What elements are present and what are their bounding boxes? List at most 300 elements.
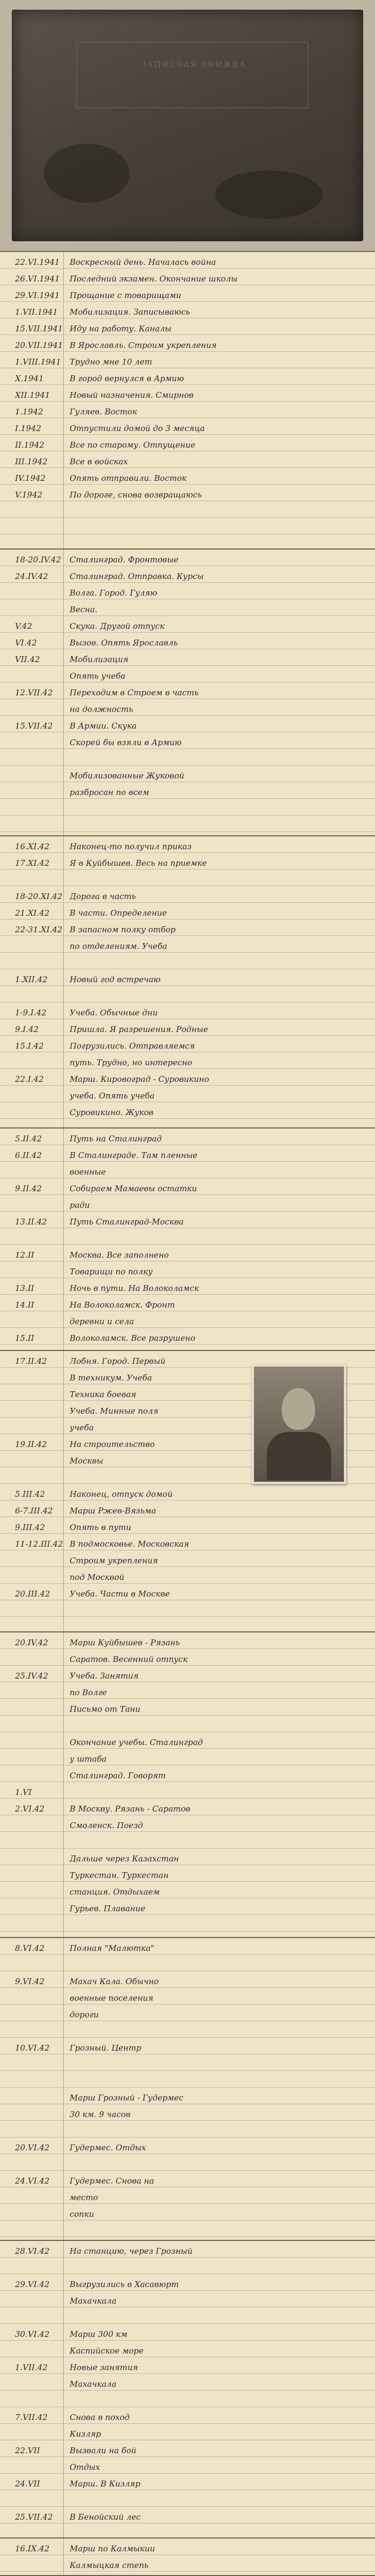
entry-date: 24.VI.42: [15, 2176, 50, 2186]
diary-entry: [0, 1198, 375, 1215]
entry-text: Учеба. Части в Москве: [70, 1589, 170, 1599]
entry-date: 17.XI.42: [15, 858, 50, 868]
entry-text: Саратов. Весенний отпуск: [70, 1654, 188, 1664]
diary-entry: [0, 2311, 375, 2327]
diary-entry: [0, 1587, 375, 1603]
entry-text: Собираем Мамаевы остатки: [70, 1184, 197, 1193]
diary-entry: [0, 1265, 375, 1281]
diary-entry: [0, 989, 375, 1006]
entry-text: Гуляев. Восток: [70, 407, 137, 417]
diary-entry: [0, 2091, 375, 2107]
entry-date: 14.II: [15, 1300, 34, 1310]
diary-entry: [0, 956, 375, 973]
diary-entry: [0, 1315, 375, 1331]
entry-text: у штаба: [70, 1754, 107, 1764]
entry-date: 18-20.IV.42: [15, 555, 62, 565]
entry-text: Сталинград. Фронтовые: [70, 555, 178, 565]
entry-text: В Бенойский лес: [70, 2512, 141, 2522]
diary-entry: [0, 1852, 375, 1868]
entry-text: Волга. Город. Гуляю: [70, 588, 158, 598]
diary-entry: [0, 2041, 375, 2058]
entry-text: ради: [70, 1200, 90, 1210]
diary-entry: [0, 2410, 375, 2427]
diary-entry: [0, 1818, 375, 1835]
diary-entry: [0, 2277, 375, 2294]
diary-entry: [0, 388, 375, 405]
diary-entry: [0, 619, 375, 636]
entry-date: 1.VII.42: [15, 2363, 48, 2372]
entry-text: военные: [70, 1167, 106, 1177]
entry-date: 9.VI.42: [15, 1977, 44, 1986]
entry-text: Пришла. Я разрешения. Родные: [70, 1025, 208, 1034]
diary-entry: [0, 455, 375, 471]
diary-entry: [0, 2510, 375, 2527]
entry-text: Путь Сталинград-Москва: [70, 1217, 184, 1227]
entry-text: Махачкала: [70, 2296, 117, 2306]
diary-entry: [0, 1165, 375, 1182]
entry-text: станция. Отдыхаем: [70, 1887, 160, 1897]
entry-text: Марш по Калмыкии: [70, 2544, 155, 2553]
entry-date: 13.II.42: [15, 1217, 47, 1227]
entry-date: 20.VII.1941: [15, 340, 63, 350]
entry-text: Строим укрепления: [70, 1556, 158, 1565]
diary-entry: [0, 355, 375, 372]
diary-entry: [0, 669, 375, 686]
entry-text: Москвы: [70, 1456, 103, 1466]
entry-text: Махач Кала. Обычно: [70, 1977, 159, 1986]
diary-entry: [0, 1885, 375, 1902]
diary-entry: [0, 1537, 375, 1554]
entry-date: 25.IV.42: [15, 1671, 48, 1681]
diary-entry: [0, 1686, 375, 1702]
diary-entry: [0, 1056, 375, 1072]
entry-text: учеба. Опять учеба: [70, 1091, 155, 1101]
diary-entry: [0, 840, 375, 856]
entry-text: Учеба. Занятия: [70, 1671, 139, 1681]
entry-text: Суровикино. Жуков: [70, 1108, 154, 1117]
diary-entry: [0, 906, 375, 923]
diary-entry: [0, 1298, 375, 1315]
diary-entry: [0, 636, 375, 652]
entry-date: 30.VI.42: [15, 2329, 50, 2339]
entry-text: Волоколамск. Все разрушено: [70, 1333, 196, 1343]
diary-entry: [0, 1702, 375, 1719]
entry-date: 9.I.42: [15, 1025, 39, 1034]
diary-entry: [0, 2074, 375, 2091]
diary-entry: [0, 1231, 375, 1248]
diary-entry: [0, 702, 375, 719]
entry-text: 30 км. 9 часов: [70, 2110, 131, 2119]
diary-entry: [0, 2141, 375, 2157]
entry-text: Новые занятия: [70, 2363, 138, 2372]
diary-page: [0, 2241, 375, 2538]
entry-text: Учеба. Минные поля: [70, 1406, 159, 1416]
entry-date: 1.VI: [15, 1787, 32, 1797]
diary-entry: [0, 1487, 375, 1504]
diary-entry: [0, 471, 375, 488]
diary-entry: [0, 1554, 375, 1570]
entry-date: 22.VII: [15, 2446, 40, 2455]
entry-text: Новый год встречаю: [70, 975, 161, 984]
entry-text: Вызвали на бой: [70, 2446, 137, 2455]
entry-date: 15.I.42: [15, 1041, 44, 1051]
diary-entry: [0, 1769, 375, 1785]
entry-text: Погрузились. Отправляемся: [70, 1041, 195, 1051]
entry-date: 13.II: [15, 1283, 34, 1293]
entry-date: 12.VII.42: [15, 688, 53, 697]
entry-date: 1-9.I.42: [15, 1008, 47, 1018]
entry-text: Иду на работу. Каналы: [70, 324, 171, 333]
diary-entry: [0, 1006, 375, 1022]
entry-text: Кизляр: [70, 2429, 101, 2439]
diary-entry: [0, 1835, 375, 1852]
diary-entry: [0, 438, 375, 455]
entry-text: На Волоколамск. Фронт: [70, 1300, 175, 1310]
diary-entry: [0, 1974, 375, 1991]
photo-face: [282, 1388, 315, 1430]
entry-date: 9.II.42: [15, 1184, 42, 1193]
entry-text: Отдых: [70, 2462, 100, 2472]
entry-text: Дальше через Казахстан: [70, 1854, 179, 1864]
diary-entry: [0, 1785, 375, 1802]
diary-entry: [0, 2058, 375, 2074]
entry-date: I.1942: [15, 424, 41, 433]
diary-entry: [0, 1958, 375, 1974]
entry-text: Весна.: [70, 605, 98, 614]
entry-text: деревни и села: [70, 1317, 134, 1326]
entry-date: 12.II: [15, 1250, 34, 1260]
diary-entry: [0, 2427, 375, 2444]
diary-entry: [0, 1039, 375, 1056]
entry-date: IV.1942: [15, 473, 46, 483]
diary-entry: [0, 569, 375, 586]
entry-text: В город вернулся в Армию: [70, 374, 184, 383]
entry-text: Сталинград. Отправка. Курсы: [70, 571, 204, 581]
diary-entry: [0, 1248, 375, 1265]
entry-text: Выгрузились в Хасавюрт: [70, 2280, 179, 2289]
entry-text: Полная "Малютка": [70, 1943, 155, 1953]
diary-entry: [0, 856, 375, 873]
entry-date: 15.VII.1941: [15, 324, 63, 333]
entry-text: Переходим в Строем в часть: [70, 688, 199, 697]
diary-entry: [0, 2191, 375, 2207]
entry-text: Отпустили домой до 3 месяца: [70, 424, 205, 433]
entry-text: Смоленск. Поезд: [70, 1821, 143, 1830]
entry-date: 16.IX.42: [15, 2544, 50, 2553]
entry-text: Гудермес. Отдых: [70, 2143, 146, 2152]
diary-entry: [0, 1022, 375, 1039]
diary-entry: [0, 2294, 375, 2311]
diary-entry: [0, 2157, 375, 2174]
diary-entry: [0, 1735, 375, 1752]
diary-entry: [0, 1941, 375, 1958]
entry-date: 10.VI.42: [15, 2043, 50, 2053]
diary-page: [0, 2538, 375, 2576]
diary-entry: [0, 553, 375, 569]
entry-text: Опять учеба: [70, 671, 126, 681]
diary-entry: [0, 1504, 375, 1520]
diary-entry: [0, 2444, 375, 2460]
entry-date: 28.VI.42: [15, 2246, 50, 2256]
diary-entry: [0, 1520, 375, 1537]
entry-text: военные поселения: [70, 1993, 154, 2003]
diary-entry: [0, 686, 375, 702]
diary-entry: [0, 603, 375, 619]
entry-text: Марш Ржев-Вязьма: [70, 1506, 156, 1516]
entry-text: В подмосковье. Московская: [70, 1539, 189, 1549]
entry-text: На строительство: [70, 1439, 155, 1449]
entry-text: место: [70, 2193, 98, 2202]
diary-entry: [0, 2008, 375, 2024]
entry-text: Письмо от Тани: [70, 1704, 141, 1714]
diary-entry: [0, 288, 375, 305]
diary-entry: [0, 2360, 375, 2377]
diary-entry: [0, 1331, 375, 1348]
entry-text: Марш Грозный - Гудермес: [70, 2093, 184, 2103]
entry-date: 22.I.42: [15, 1074, 44, 1084]
cover-stain: [44, 144, 130, 203]
entry-date: 15.VII.42: [15, 721, 53, 731]
entry-text: Грозный. Центр: [70, 2043, 141, 2053]
entry-date: 11-12.III.42: [15, 1539, 63, 1549]
entry-text: Снова в поход: [70, 2412, 130, 2422]
entry-text: Москва. Все заполнено: [70, 1250, 169, 1260]
entry-date: 5.II.42: [15, 1134, 42, 1144]
entry-text: В части. Определение: [70, 908, 167, 918]
soldier-photo: [252, 1364, 346, 1484]
entry-date: 29.VI.42: [15, 2280, 50, 2289]
entry-date: 15.II: [15, 1333, 34, 1343]
entry-date: 19.II.42: [15, 1439, 47, 1449]
entry-text: на должность: [70, 704, 133, 714]
entry-text: учеба: [70, 1423, 94, 1432]
diary-entry: [0, 889, 375, 906]
entry-text: В Сталинграде. Там пленные: [70, 1150, 198, 1160]
entry-date: 1.VIII.1941: [15, 357, 61, 367]
entry-date: 22.VI.1941: [15, 257, 60, 267]
entry-text: Марш. Кировоград - Суровикино: [70, 1074, 209, 1084]
entry-text: В Армии. Скука: [70, 721, 137, 731]
diary-entry: [0, 421, 375, 438]
entry-text: В техникум. Учеба: [70, 1373, 152, 1383]
entry-text: Трудно мне 10 лет: [70, 357, 152, 367]
entry-text: сопки: [70, 2209, 94, 2219]
cover-label-frame: [76, 42, 309, 108]
entry-text: Наконец-то получил приказ: [70, 842, 192, 851]
diary-entry: [0, 752, 375, 769]
diary-entry: [0, 2394, 375, 2410]
entry-text: Все по старому. Отпущение: [70, 440, 196, 450]
entry-date: 20.IV.42: [15, 1638, 48, 1647]
entry-text: Ночь в пути. На Волоколамск: [70, 1283, 199, 1293]
diary-entry: [0, 1991, 375, 2008]
entry-text: В Ярославль. Строим укрепления: [70, 340, 217, 350]
diary-entry: [0, 923, 375, 939]
diary-entry: [0, 1215, 375, 1231]
diary-entry: [0, 785, 375, 802]
entry-text: Новый назначения. Смирнов: [70, 390, 194, 400]
entry-text: по отделениям. Учеба: [70, 941, 168, 951]
entry-text: На станцию, через Грозный: [70, 2246, 193, 2256]
diary-entry: [0, 405, 375, 421]
entry-text: Вызов. Опять Ярославль: [70, 638, 178, 648]
entry-date: 2.VI.42: [15, 1804, 44, 1814]
notebook-cover: [0, 0, 375, 252]
diary-entry: [0, 2460, 375, 2477]
entry-date: 24.IV.42: [15, 571, 48, 581]
entry-date: 25.VII.42: [15, 2512, 53, 2522]
diary-entry: [0, 1603, 375, 1620]
cover-title: ЗАПИСНАЯ КНИЖКА: [141, 61, 246, 69]
entry-date: VI.42: [15, 638, 37, 648]
diary-entry: [0, 586, 375, 603]
entry-text: Каспийское море: [70, 2346, 144, 2356]
diary-entry: [0, 255, 375, 272]
entry-date: VII.42: [15, 655, 40, 664]
diary-entry: [0, 1636, 375, 1652]
diary-entry: [0, 272, 375, 288]
entry-date: V.1942: [15, 490, 43, 500]
diary-entry: [0, 1105, 375, 1122]
entry-date: 1.XII.42: [15, 975, 48, 984]
entry-text: по Волге: [70, 1688, 107, 1697]
entry-text: Калмыцкая степь: [70, 2560, 149, 2570]
entry-text: Опять отправили. Восток: [70, 473, 187, 483]
entry-text: Туркестан. Туркестан: [70, 1870, 169, 1880]
entry-text: Товарищи по полку: [70, 1267, 153, 1276]
entry-text: Марш. В Кизляр: [70, 2479, 140, 2489]
diary-entry: [0, 1281, 375, 1298]
entry-text: Опять в пути: [70, 1523, 131, 1532]
entry-text: Мобилизация. Записываюсь: [70, 307, 190, 317]
entry-text: Учеба. Обычные дни: [70, 1008, 158, 1018]
diary-entry: [0, 736, 375, 752]
diary-entry: [0, 2493, 375, 2510]
entry-date: 8.VI.42: [15, 1943, 44, 1953]
diary-entry: [0, 719, 375, 736]
diary-entry: [0, 2542, 375, 2558]
photo-uniform: [267, 1432, 331, 1480]
entry-date: 1.1942: [15, 407, 43, 417]
diary-entry: [0, 2327, 375, 2344]
diary-entry: [0, 939, 375, 956]
entry-text: Я в Куйбышев. Весь на приемке: [70, 858, 207, 868]
entry-text: Дорога в часть: [70, 892, 136, 901]
entry-text: Наконец, отпуск домой: [70, 1489, 173, 1499]
entry-date: 1.VII.1941: [15, 307, 58, 317]
cover-board: [12, 10, 363, 241]
diary-entry: [0, 1089, 375, 1105]
entry-text: Последний экзамен. Окончание школы: [70, 274, 238, 284]
diary-entry: [0, 1669, 375, 1686]
diary-entry: [0, 2261, 375, 2277]
entry-date: 6-7.III.42: [15, 1506, 53, 1516]
entry-text: В Москву. Рязань - Саратов: [70, 1804, 191, 1814]
entry-date: 17.II.42: [15, 1356, 47, 1366]
cover-stain: [215, 170, 322, 219]
entry-date: 20.III.42: [15, 1589, 50, 1599]
diary-entry: [0, 652, 375, 669]
diary-entry: [0, 1132, 375, 1148]
entry-date: II.1942: [15, 440, 44, 450]
diary-page: [0, 836, 375, 1129]
entry-text: Марш 300 км: [70, 2329, 128, 2339]
entry-text: Скука. Другой отпуск: [70, 621, 165, 631]
entry-text: Мобилизация: [70, 655, 129, 664]
diary-entry: [0, 1902, 375, 1918]
diary-entry: [0, 2024, 375, 2041]
entry-text: В запасном полку отбор: [70, 925, 176, 934]
entry-text: путь. Трудно, но интересно: [70, 1058, 192, 1067]
entry-date: 24.VII: [15, 2479, 40, 2489]
entry-text: Марш Куйбышев - Рязань: [70, 1638, 180, 1647]
diary-entry: [0, 1570, 375, 1587]
diary-entry: [0, 1182, 375, 1198]
diary-entry: [0, 973, 375, 989]
diary-entry: [0, 1802, 375, 1818]
diary-page: [0, 550, 375, 836]
diary-entry: [0, 305, 375, 322]
diary-entry: [0, 2244, 375, 2261]
entry-date: V.42: [15, 621, 33, 631]
entry-date: 22-31.XI.42: [15, 925, 63, 934]
diary-entry: [0, 769, 375, 785]
entry-date: X.1941: [15, 374, 44, 383]
diary-entry: [0, 1652, 375, 1669]
entry-text: Сталинград. Говорят: [70, 1771, 166, 1780]
entry-text: Скорей бы взяли в Армию: [70, 738, 182, 747]
diary-entry: [0, 2107, 375, 2124]
diary-entry: [0, 2124, 375, 2141]
entry-date: 7.VII.42: [15, 2412, 48, 2422]
entry-text: Мобилизованные Жуковой: [70, 771, 184, 781]
diary-entry: [0, 873, 375, 889]
diary-entry: [0, 1719, 375, 1735]
diary-entry: [0, 488, 375, 504]
entry-date: 9.III.42: [15, 1523, 45, 1532]
diary-entry: [0, 1752, 375, 1769]
entry-text: под Москвой: [70, 1572, 125, 1582]
entry-date: 5.III.42: [15, 1489, 45, 1499]
entry-text: Путь на Сталинград: [70, 1134, 162, 1144]
diary-entry: [0, 2207, 375, 2224]
diary-entry: [0, 372, 375, 388]
diary-page: [0, 252, 375, 550]
diary-entry: [0, 2558, 375, 2575]
diary-entry: [0, 1868, 375, 1885]
diary-entry: [0, 338, 375, 355]
diary-page: [0, 1632, 375, 1938]
entry-date: 20.VI.42: [15, 2143, 50, 2152]
entry-text: дороги: [70, 2010, 99, 2020]
diary-entry: [0, 2477, 375, 2493]
diary-entry: [0, 322, 375, 338]
entry-text: Махачкала: [70, 2379, 117, 2389]
diary-entry: [0, 1148, 375, 1165]
diary-page: [0, 1938, 375, 2241]
entry-text: Техника боевая: [70, 1390, 137, 1399]
diary-entry: [0, 1072, 375, 1089]
entry-text: Прощание с товарищами: [70, 291, 182, 300]
entry-date: 26.VI.1941: [15, 274, 60, 284]
entry-date: 29.VI.1941: [15, 291, 60, 300]
entry-text: По дороге, снова возвращаюсь: [70, 490, 202, 500]
entry-text: Воскресный день. Началась война: [70, 257, 216, 267]
entry-date: 6.II.42: [15, 1150, 42, 1160]
entry-date: 16.XI.42: [15, 842, 50, 851]
entry-date: 18-20.XI.42: [15, 892, 63, 901]
entry-date: III.1942: [15, 457, 48, 466]
